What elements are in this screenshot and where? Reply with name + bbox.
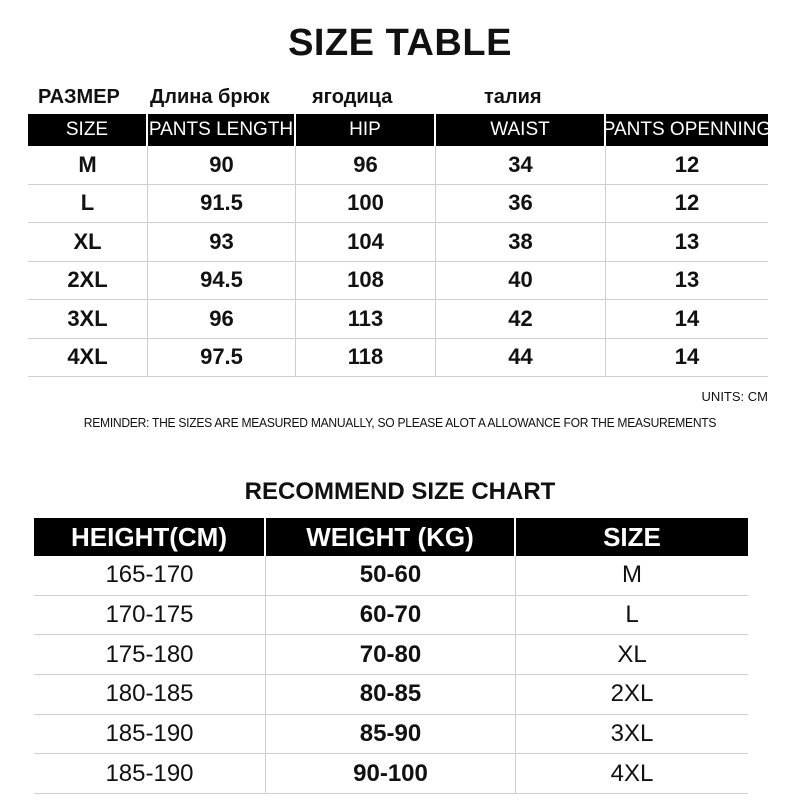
cell-recommended-size: 3XL <box>610 720 654 748</box>
recommend-size-table <box>34 518 748 794</box>
cell-pants-length: 93 <box>148 223 296 261</box>
recommend-chart-title: RECOMMEND SIZE CHART <box>244 478 556 505</box>
table-row <box>28 300 768 339</box>
cell-size: 2XL <box>28 262 148 300</box>
header-pants-opening: PANTS OPENNING <box>602 119 772 140</box>
cell-height: 165-170 <box>34 556 266 595</box>
cell-height: 185-190 <box>34 715 266 754</box>
cell-hip: 100 <box>296 185 436 223</box>
cell-hip: 104 <box>296 223 436 261</box>
size-table <box>28 114 772 377</box>
cell-size: L <box>28 185 148 223</box>
cell-waist: 38 <box>436 223 606 261</box>
cell-hip: 113 <box>296 300 436 338</box>
cell-pants-opening: 12 <box>674 190 700 216</box>
russian-label-pants-length: Длина брюк <box>150 86 270 108</box>
cell-pants-length: 96 <box>148 300 296 338</box>
recommend-table-header <box>34 518 748 556</box>
table-row <box>34 556 748 596</box>
cell-pants-length: 90 <box>148 146 296 184</box>
table-row <box>34 596 748 636</box>
cell-pants-opening: 14 <box>674 305 700 331</box>
russian-label-size: РАЗМЕР <box>38 86 120 108</box>
cell-waist: 44 <box>436 339 606 377</box>
cell-size: M <box>28 146 148 184</box>
table-row <box>34 715 748 755</box>
cell-height: 185-190 <box>34 754 266 793</box>
table-row <box>34 635 748 675</box>
cell-height: 180-185 <box>34 675 266 714</box>
cell-weight: 50-60 <box>266 556 516 595</box>
header-hip: HIP <box>296 114 436 146</box>
cell-recommended-size: M <box>622 561 642 589</box>
table-row <box>28 262 768 301</box>
cell-size: 4XL <box>28 339 148 377</box>
units-note: UNITS: CM <box>701 389 768 404</box>
header-weight: WEIGHT (KG) <box>266 518 516 556</box>
cell-size: 3XL <box>28 300 148 338</box>
cell-weight: 85-90 <box>266 715 516 754</box>
cell-pants-opening: 13 <box>674 267 700 293</box>
cell-hip: 118 <box>296 339 436 377</box>
reminder-note: REMINDER: THE SIZES ARE MEASURED MANUALLY, SO PLEASE ALOT A ALLOWANCE FOR THE MEASUREMENTS <box>83 415 717 430</box>
cell-hip: 96 <box>296 146 436 184</box>
header-waist: WAIST <box>436 114 606 146</box>
cell-waist: 34 <box>436 146 606 184</box>
table-row <box>28 223 768 262</box>
cell-hip: 108 <box>296 262 436 300</box>
cell-pants-opening: 12 <box>674 151 700 177</box>
header-recommended-size: SIZE <box>603 521 661 552</box>
size-table-header <box>28 114 772 146</box>
table-row <box>28 339 768 378</box>
cell-pants-length: 94.5 <box>148 262 296 300</box>
table-row <box>28 185 768 224</box>
table-row <box>34 754 748 794</box>
cell-height: 170-175 <box>34 596 266 635</box>
cell-pants-length: 97.5 <box>148 339 296 377</box>
header-height: HEIGHT(CM) <box>34 518 266 556</box>
cell-recommended-size: XL <box>617 640 647 668</box>
cell-weight: 90-100 <box>266 754 516 793</box>
russian-label-hip: ягодица <box>312 86 393 108</box>
cell-weight: 70-80 <box>266 635 516 674</box>
cell-weight: 60-70 <box>266 596 516 635</box>
russian-label-waist: талия <box>484 86 542 108</box>
header-size: SIZE <box>28 114 148 146</box>
cell-pants-opening: 13 <box>674 228 700 254</box>
cell-recommended-size: L <box>625 601 639 629</box>
size-table-title: SIZE TABLE <box>288 22 512 64</box>
cell-weight: 80-85 <box>266 675 516 714</box>
cell-recommended-size: 2XL <box>610 680 654 708</box>
cell-waist: 36 <box>436 185 606 223</box>
cell-height: 175-180 <box>34 635 266 674</box>
header-pants-length: PANTS LENGTH <box>148 114 296 146</box>
cell-waist: 42 <box>436 300 606 338</box>
table-row <box>28 146 768 185</box>
cell-waist: 40 <box>436 262 606 300</box>
cell-pants-opening: 14 <box>674 344 700 370</box>
cell-size: XL <box>28 223 148 261</box>
cell-recommended-size: 4XL <box>610 759 654 787</box>
table-row <box>34 675 748 715</box>
cell-pants-length: 91.5 <box>148 185 296 223</box>
